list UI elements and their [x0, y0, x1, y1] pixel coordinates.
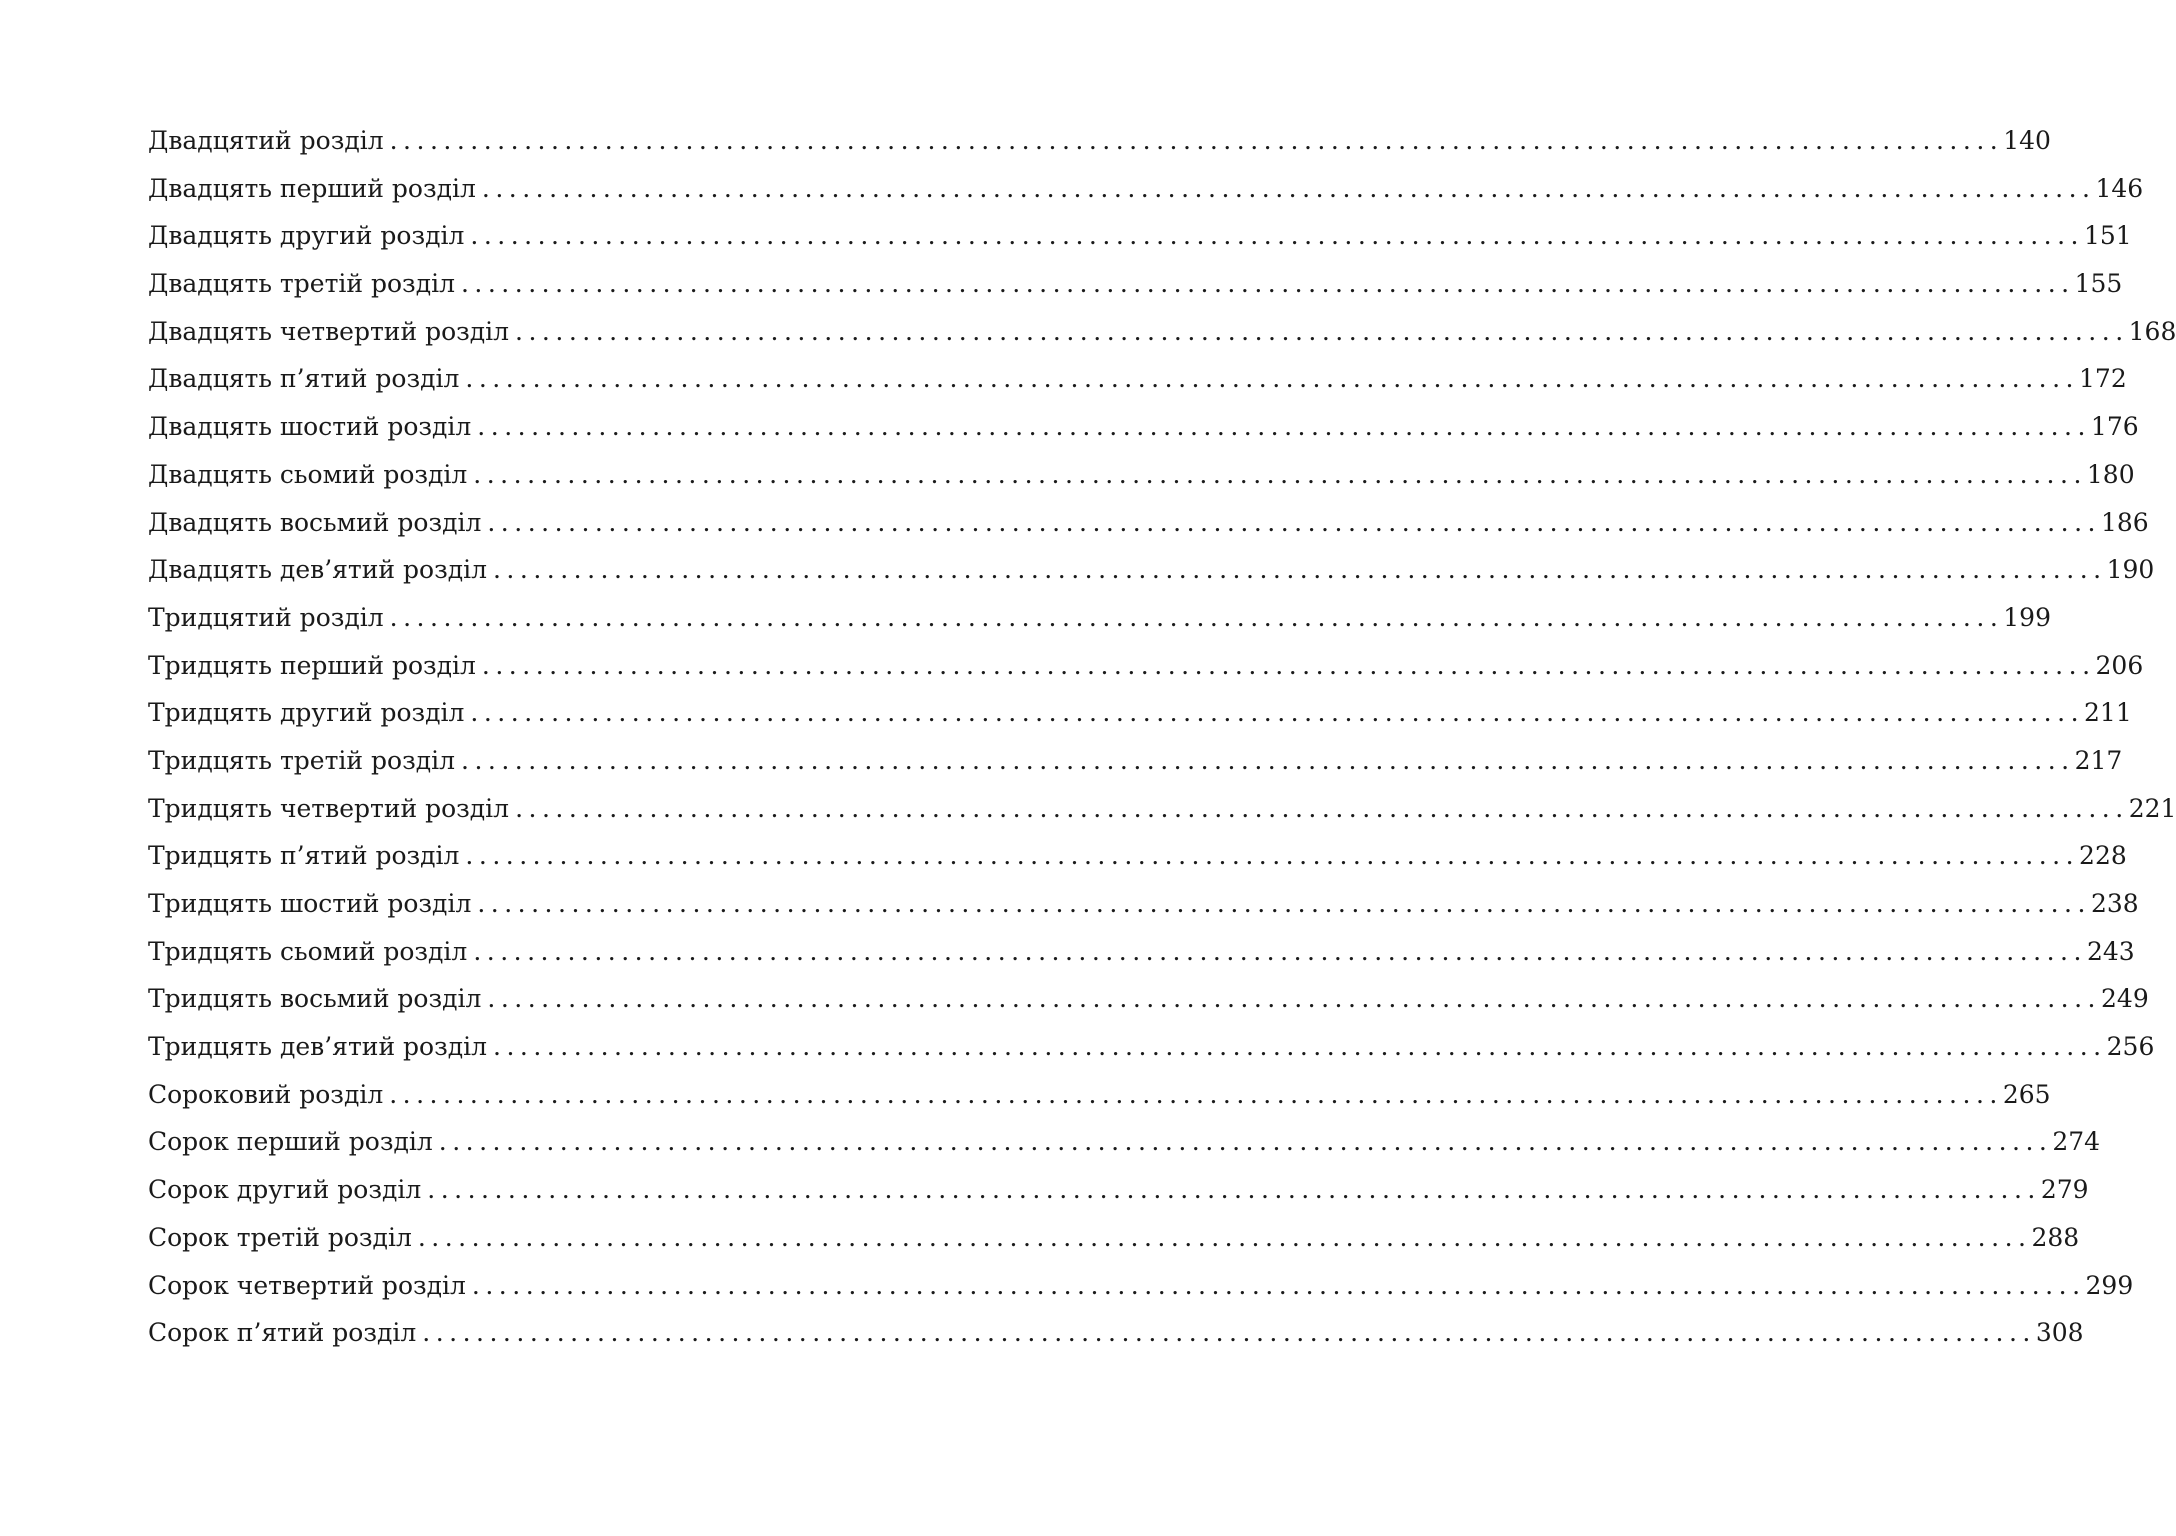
toc-entry-page: 228 — [2079, 841, 2127, 871]
toc-entry-title: Тридцять дев’ятий розділ — [148, 1032, 488, 1062]
toc-entry-title: Тридцять другий розділ — [148, 698, 465, 728]
toc-entry-title: Тридцятий розділ — [148, 602, 384, 632]
toc-entry-page: 190 — [2106, 555, 2155, 585]
toc-entry-page: 186 — [2100, 507, 2149, 537]
toc-entry-title: Тридцять п’ятий розділ — [148, 841, 460, 871]
dot-leader: ........................................................................................................................ — [422, 1318, 2036, 1348]
toc-entry-title: Двадцять дев’ятий розділ — [148, 555, 487, 585]
toc-entry-title: Двадцять сьомий розділ — [148, 459, 468, 489]
toc-entry-page: 243 — [2086, 936, 2135, 966]
toc-entry — [148, 1032, 2155, 1080]
toc-entry — [148, 602, 2051, 651]
toc-entry-page: 279 — [2040, 1175, 2089, 1205]
toc-entry-page: 199 — [2003, 602, 2051, 632]
toc-entry — [148, 936, 2135, 985]
toc-entry-title: Сороковий розділ — [148, 1079, 384, 1109]
toc-entry — [148, 126, 2051, 174]
dot-leader: ........................................................................................................................ — [389, 602, 2004, 632]
dot-leader: ........................................................................................................................ — [481, 173, 2096, 203]
toc-entry-title: Двадцять шостий розділ — [148, 412, 472, 442]
dot-leader: ........................................................................................................................ — [481, 650, 2096, 680]
toc-entry — [148, 889, 2139, 937]
toc-entry-page: 168 — [2128, 316, 2176, 346]
dot-leader: ........................................................................................................................ — [487, 507, 2101, 537]
toc-entry — [148, 1318, 2084, 1366]
toc-entry — [148, 555, 2155, 603]
dot-leader: ........................................................................................................................ — [417, 1222, 2032, 1252]
toc-entry-title: Двадцять восьмий розділ — [148, 507, 482, 537]
toc-entry-title: Сорок другий розділ — [148, 1175, 422, 1205]
toc-entry-title: Тридцять перший розділ — [148, 650, 476, 680]
dot-leader: ........................................................................................................................ — [389, 1079, 2003, 1109]
dot-leader: ........................................................................................................................ — [465, 841, 2080, 871]
dot-leader: ........................................................................................................................ — [427, 1175, 2041, 1205]
dot-leader: ........................................................................................................................ — [477, 889, 2091, 918]
toc-entry-title: Двадцять третій розділ — [148, 269, 455, 299]
toc-entry-page: 274 — [2052, 1127, 2101, 1157]
toc-entry-title: Тридцять шостий розділ — [148, 889, 472, 918]
dot-leader: ........................................................................................................................ — [465, 364, 2080, 394]
dot-leader: ........................................................................................................................ — [438, 1127, 2053, 1157]
toc-entry-title: Сорок третій розділ — [148, 1222, 412, 1252]
toc-entry — [148, 412, 2139, 460]
toc-entry-page: 308 — [2035, 1318, 2084, 1348]
toc-entry — [148, 364, 2127, 412]
toc-entry-page: 176 — [2090, 412, 2139, 442]
dot-leader: ........................................................................................................................ — [471, 1270, 2086, 1300]
toc-entry — [148, 507, 2149, 556]
dot-leader: ........................................................................................................................ — [515, 316, 2129, 346]
dot-leader: ........................................................................................................................ — [515, 793, 2129, 823]
dot-leader: ........................................................................................................................ — [460, 269, 2075, 299]
toc-entry-page: 140 — [2003, 126, 2051, 155]
toc-entry — [148, 1175, 2089, 1223]
toc-entry — [148, 1127, 2101, 1175]
toc-entry — [148, 269, 2123, 317]
toc-entry-page: 299 — [2085, 1270, 2134, 1300]
dot-leader: ........................................................................................................................ — [470, 698, 2085, 728]
toc-entry — [148, 745, 2123, 794]
dot-leader: ........................................................................................................................ — [493, 1032, 2107, 1062]
toc-entry — [148, 1079, 2051, 1128]
toc-entry-page: 238 — [2090, 889, 2139, 918]
toc-entry — [148, 459, 2135, 508]
toc-entry-title: Тридцять восьмий розділ — [148, 984, 482, 1014]
dot-leader: ........................................................................................................................ — [473, 936, 2087, 966]
toc-entry-title: Сорок четвертий розділ — [148, 1270, 466, 1300]
toc-entry-page: 151 — [2084, 221, 2132, 251]
toc-entry-page: 221 — [2128, 793, 2176, 823]
toc-entry — [148, 1222, 2080, 1271]
toc-entry-title: Двадцять четвертий розділ — [148, 316, 510, 346]
dot-leader: ........................................................................................................................ — [461, 745, 2075, 775]
dot-leader: ........................................................................................................................ — [492, 555, 2107, 585]
toc-entry-page: 155 — [2074, 269, 2123, 299]
toc-entry-page: 256 — [2106, 1032, 2155, 1062]
dot-leader: ........................................................................................................................ — [487, 984, 2102, 1014]
toc-entry-title: Двадцять перший розділ — [148, 173, 476, 203]
toc-entry — [148, 793, 2176, 842]
toc-entry-page: 146 — [2095, 173, 2144, 203]
dot-leader: ........................................................................................................................ — [470, 221, 2084, 251]
toc-entry — [148, 984, 2149, 1032]
toc-entry-page: 211 — [2084, 698, 2132, 728]
toc-entry-page: 265 — [2002, 1079, 2051, 1109]
toc-entry-title: Сорок п’ятий розділ — [148, 1318, 417, 1348]
dot-leader: ........................................................................................................................ — [389, 126, 2004, 155]
toc-entry — [148, 1270, 2134, 1319]
toc-entry — [148, 221, 2132, 269]
table-of-contents — [148, 126, 2176, 1366]
toc-entry-title: Тридцять четвертий розділ — [148, 793, 510, 823]
toc-entry — [148, 316, 2176, 365]
toc-entry — [148, 841, 2127, 889]
toc-entry-title: Сорок перший розділ — [148, 1127, 433, 1157]
toc-entry — [148, 173, 2144, 222]
toc-entry — [148, 698, 2132, 746]
toc-entry — [148, 650, 2144, 699]
toc-entry-title: Двадцять п’ятий розділ — [148, 364, 460, 394]
toc-entry-page: 249 — [2101, 984, 2149, 1014]
toc-entry-page: 180 — [2086, 459, 2135, 489]
toc-entry-title: Тридцять третій розділ — [148, 745, 455, 775]
toc-entry-title: Двадцятий розділ — [148, 126, 384, 155]
toc-entry-page: 217 — [2074, 745, 2123, 775]
dot-leader: ........................................................................................................................ — [473, 459, 2087, 489]
toc-entry-page: 172 — [2079, 364, 2127, 394]
toc-entry-title: Двадцять другий розділ — [148, 221, 465, 251]
toc-entry-title: Тридцять сьомий розділ — [148, 936, 468, 966]
toc-entry-page: 288 — [2031, 1222, 2080, 1252]
toc-entry-page: 206 — [2095, 650, 2144, 680]
dot-leader: ........................................................................................................................ — [477, 412, 2091, 442]
